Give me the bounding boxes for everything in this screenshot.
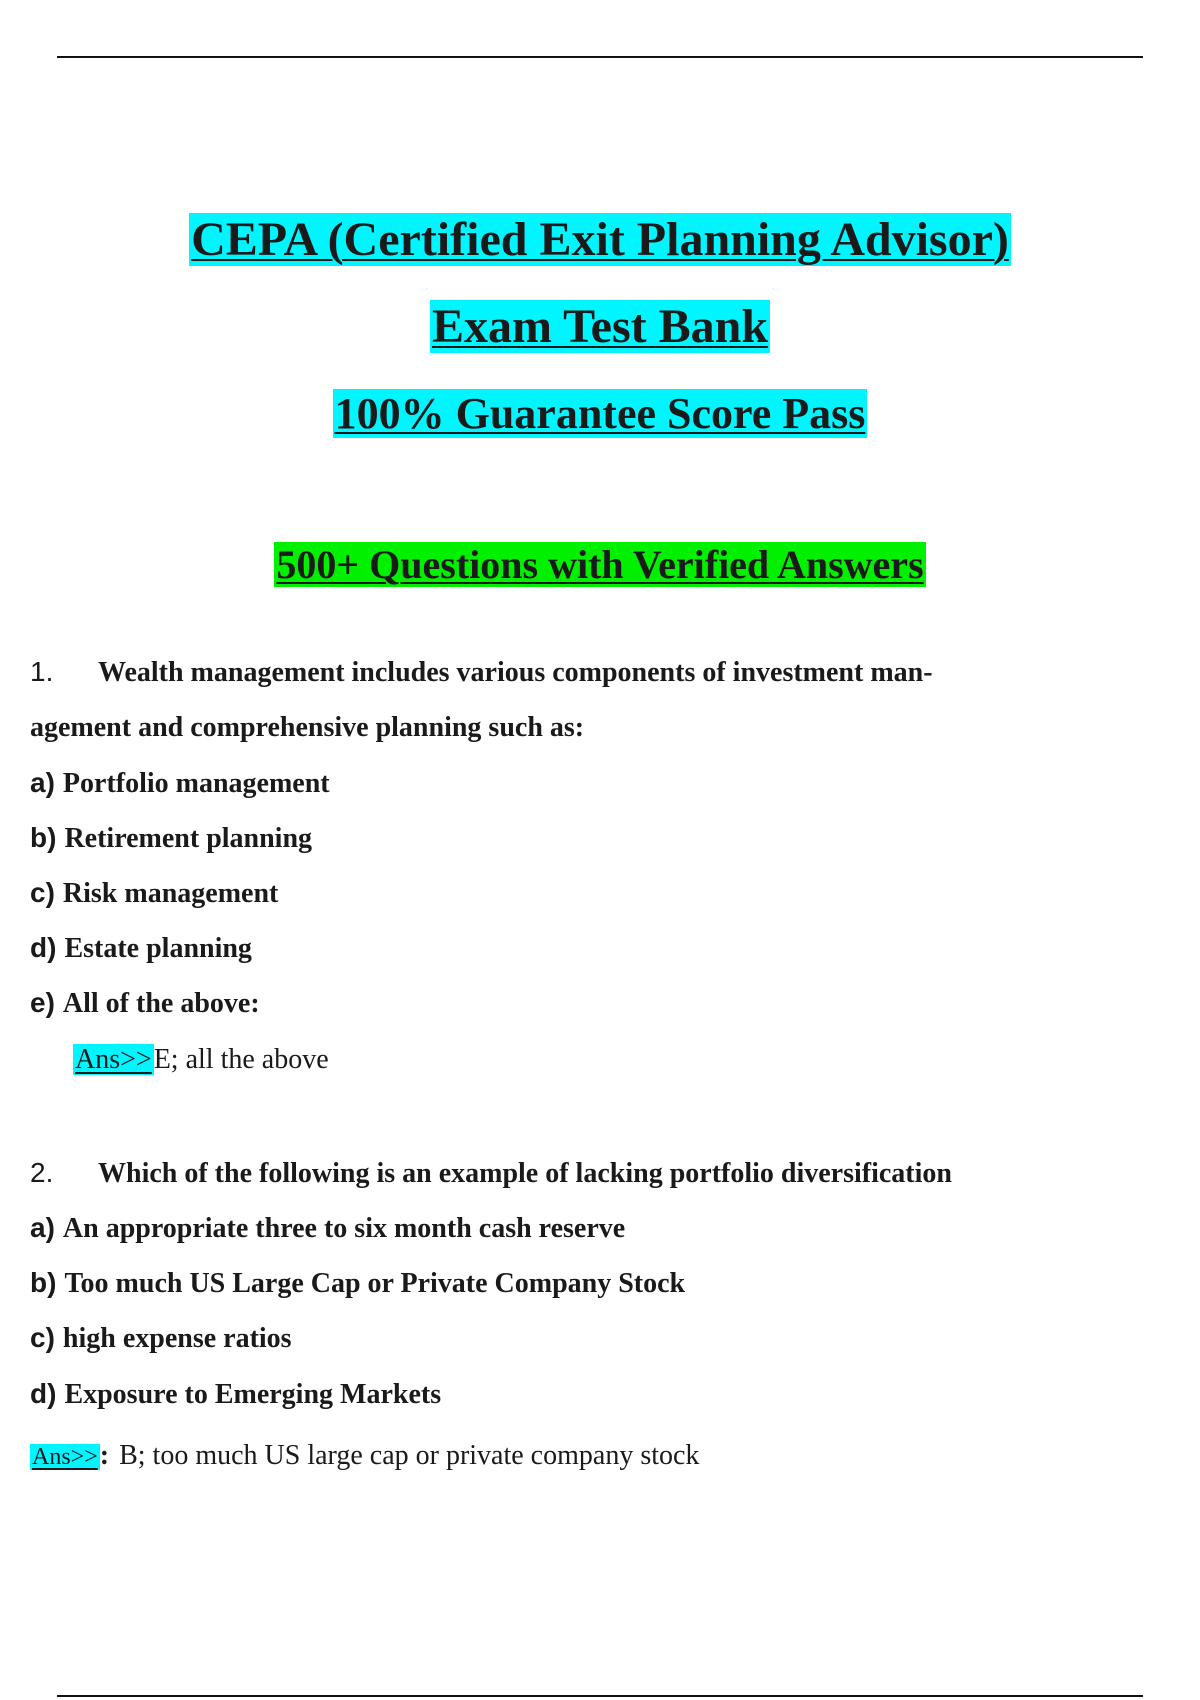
subtitle-text: 500+ Questions with Verified Answers — [276, 542, 924, 587]
question-2-option-d — [30, 1374, 441, 1415]
question-1-text-1: Wealth management includes various components of investment man- — [98, 657, 933, 688]
answer-text: E; all the above — [153, 1044, 329, 1075]
top-rule — [57, 56, 1143, 58]
question-2-text-1: Which of the following is an example of lacking portfolio diversification — [98, 1158, 952, 1189]
question-1-option-a — [30, 763, 330, 804]
bottom-rule — [57, 1695, 1143, 1697]
question-2-option-a — [30, 1208, 625, 1249]
question-2-answer — [30, 1436, 699, 1477]
title-line-1 — [0, 211, 1200, 269]
option-letter: c) — [30, 877, 55, 908]
question-1-line-1 — [30, 652, 933, 693]
title-line-3 — [0, 385, 1200, 443]
option-text: Portfolio management — [62, 768, 330, 799]
option-text: Risk management — [62, 878, 279, 909]
question-2-line-1 — [30, 1153, 952, 1194]
question-1-text-2: agement and comprehensive planning such as: — [30, 712, 585, 743]
question-1-option-b — [30, 818, 312, 859]
option-letter: a) — [30, 767, 55, 798]
question-1-line-2 — [30, 708, 584, 748]
question-2-option-c — [30, 1318, 292, 1359]
option-text: high expense ratios — [62, 1323, 292, 1354]
option-text: Retirement planning — [64, 823, 313, 854]
answer-label: Ans>> — [75, 1044, 152, 1075]
option-letter: a) — [30, 1212, 55, 1243]
option-letter: e) — [30, 987, 55, 1018]
answer-text: B; too much US large cap or private company stock — [119, 1440, 700, 1471]
option-text: All of the above: — [62, 988, 260, 1019]
question-1-option-c — [30, 873, 278, 914]
title-line-1-text: CEPA (Certified Exit Planning Advisor) — [191, 213, 1009, 266]
question-2-number: 2. — [30, 1157, 54, 1188]
option-text: Too much US Large Cap or Private Company Stock — [64, 1268, 686, 1299]
question-1-answer — [73, 1040, 329, 1080]
option-letter: b) — [30, 822, 57, 853]
question-1-option-e — [30, 983, 260, 1024]
option-text: Estate planning — [64, 933, 252, 964]
question-2-option-b — [30, 1263, 685, 1304]
title-line-3-text: 100% Guarantee Score Pass — [334, 389, 866, 438]
option-text: An appropriate three to six month cash reserve — [62, 1213, 626, 1244]
option-letter: b) — [30, 1267, 57, 1298]
subtitle — [0, 536, 1200, 594]
option-text: Exposure to Emerging Markets — [64, 1379, 442, 1410]
question-1-option-d — [30, 928, 252, 969]
title-line-2 — [0, 298, 1200, 356]
title-line-2-text: Exam Test Bank — [431, 300, 769, 353]
answer-label: Ans>> — [32, 1444, 98, 1470]
option-letter: d) — [30, 1378, 57, 1409]
answer-colon: : — [99, 1440, 110, 1471]
option-letter: c) — [30, 1322, 55, 1353]
option-letter: d) — [30, 932, 57, 963]
question-1-number: 1. — [30, 656, 54, 687]
